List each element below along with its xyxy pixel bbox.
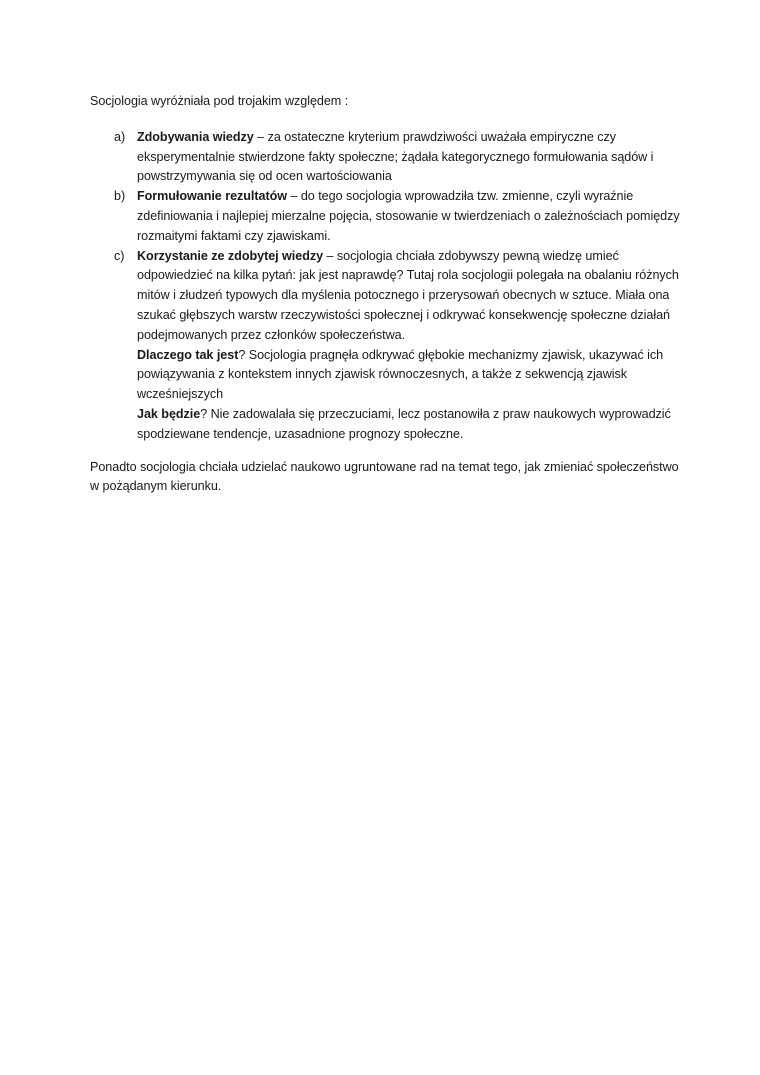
item-text: – za ostateczne kryterium prawdziwości uważała empiryczne czy eksperymentalnie stwierdzone fakty społeczne; żądała kategorycznego formułowania sądów i powstrzymywania się od ocen wartościowania	[137, 129, 654, 184]
subquestion-text-why: ? Socjologia pragnęła odkrywać głębokie mechanizmy zjawisk, ukazywać ich powiązywania z kontekstem innych zjawisk równoczesnych, a także z sekwencją zjawisk wcześniejszych	[137, 347, 664, 402]
list-marker: c)	[114, 248, 125, 263]
list-item-c	[90, 247, 680, 445]
intro-paragraph: Socjologia wyróżniała pod trojakim względem :	[90, 94, 349, 108]
list-item-a	[90, 128, 680, 187]
item-heading: Zdobywania wiedzy	[137, 129, 254, 144]
subquestion-heading-how: Jak będzie	[137, 406, 201, 421]
item-text: – socjologia chciała zdobywszy pewną wiedzę umieć odpowiedzieć na kilka pytań: jak jest naprawdę? Tutaj rola socjologii polegała na obalaniu różnych mitów i złudzeń typowych dla myślenia potocznego i przerysowań obecnych w sztuce. Miała ona szukać głębszych warstw rzeczywistości społecznej i odkrywać konsekwencję społeczne działań podejmowanych przez członków społeczeństwa.	[137, 248, 679, 342]
item-heading: Formułowanie rezultatów	[137, 189, 287, 204]
item-text: – do tego socjologia wprowadziła tzw. zmienne, czyli wyraźnie zdefiniowania i najlepiej mierzalne pojęcia, stosowanie w twierdzeniach o zależnościach pomiędzy rozmaitymi faktami czy zjawiskami.	[137, 189, 680, 243]
subquestion-heading-why: Dlaczego tak jest	[137, 347, 239, 362]
criteria-list	[90, 128, 680, 445]
closing-paragraph: Ponadto socjologia chciała udzielać naukowo ugruntowane rad na temat tego, jak zmieniać społeczeństwo w pożądanym kierunku.	[90, 459, 679, 494]
list-marker: a)	[114, 129, 126, 144]
list-marker: b)	[114, 189, 126, 204]
subquestion-text-how: ? Nie zadowalała się przeczuciami, lecz postanowiła z praw naukowych wyprowadzić spodziewane tendencje, uzasadnione prognozy społeczne.	[137, 406, 671, 441]
list-item-b	[90, 187, 680, 246]
item-heading: Korzystanie ze zdobytej wiedzy	[137, 248, 324, 263]
document-body	[90, 92, 680, 497]
